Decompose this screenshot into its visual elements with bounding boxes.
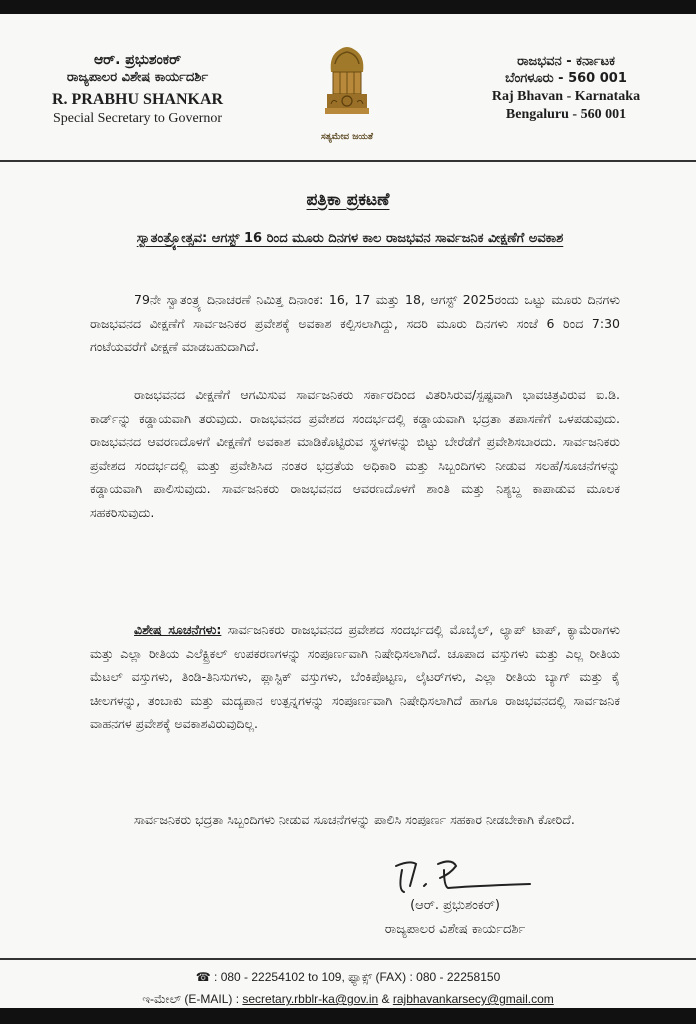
paragraph-dates: 79ನೇ ಸ್ವಾತಂತ್ರ್ಯ ದಿನಾಚರಣೆ ನಿಮಿತ್ತ ದಿನಾಂಕ: 16, 17 ಮತ್ತು 18, ಆಗಸ್ಟ್ 2025ರಂದು ಒಟ್ಟು ಮೂರು ದಿನಗಳು ರಾಜಭವನದ ವೀಕ್ಷಣೆಗೆ ಸಾರ್ವಜನಿಕರ ಪ್ರವೇಶಕ್ಕೆ ಅವಕಾಶ ಕಲ್ಪಿಸಲಾಗಿದ್ದು, ಸದರಿ ಮೂರು ದಿನಗಳು ಸಂಜೆ 6 ರಿಂದ 7:30 ಗಂಟೆಯವರೆಗೆ ವೀಕ್ಷಣೆ ಮಾಡಬಹುದಾಗಿದೆ. (90, 292, 620, 354)
address-english-line2: Bengaluru - 560 001 (505, 106, 627, 122)
address-block (476, 54, 656, 124)
sender-english-name: R. PRABHU SHANKAR (51, 90, 224, 108)
signatory-designation: ರಾಜ್ಯಪಾಲರ ವಿಶೇಷ ಕಾರ್ಯದರ್ಶಿ (384, 922, 526, 937)
email-line (0, 988, 696, 1010)
lion-capital-emblem-icon (321, 42, 373, 134)
address-kannada-line1: ರಾಜಭವನ - ಕರ್ನಾಟಕ (517, 54, 615, 69)
document-subtitle-text: ಸ್ವಾತಂತ್ರ್ಯೋತ್ಸವ: ಆಗಸ್ಟ್ 16 ರಿಂದ ಮೂರು ದಿನಗಳ ಕಾಲ ರಾಜಭವನ ಸಾರ್ವಜನಿಕ ವೀಕ್ಷಣೆಗೆ ಅವಕಾಶ (136, 231, 564, 246)
phone-fax-text: : 080 - 22254102 to 109, ಫ್ಯಾಕ್ಸ್ (FAX) : 080 - 22258150 (214, 970, 501, 984)
paragraph-special-instructions (90, 618, 620, 736)
email-label: ಇ-ಮೇಲ್ (E-MAIL) : (142, 992, 240, 1006)
sender-block (30, 52, 245, 127)
document-title (0, 190, 696, 210)
phone-line (0, 966, 696, 988)
sender-english-designation: Special Secretary to Governor (52, 110, 223, 126)
footer-divider (0, 958, 696, 960)
signatory-name: (ಆರ್. ಪ್ರಭುಶಂಕರ್) (410, 898, 500, 913)
paragraph-rules: ರಾಜಭವನದ ವೀಕ್ಷಣೆಗೆ ಆಗಮಿಸುವ ಸಾರ್ವಜನಿಕರು ಸರ್ಕಾರದಿಂದ ವಿತರಿಸಿರುವ/ಸ್ಪಷ್ಟವಾಗಿ ಭಾವಚಿತ್ರವಿರುವ ಐ.ಡಿ. ಕಾರ್ಡ್‌ನ್ನು ಕಡ್ಡಾಯವಾಗಿ ತರುವುದು. ರಾಜಭವನದ ಪ್ರವೇಶದ ಸಂದರ್ಭದಲ್ಲಿ ಕಡ್ಡಾಯವಾಗಿ ಭದ್ರತಾ ತಪಾಸಣೆಗೆ ಒಳಪಡುವುದು. ರಾಜಭವನದ ಆವರಣದೊಳಗೆ ವೀಕ್ಷಣೆಗೆ ಅವಕಾಶ ಮಾಡಿಕೊಟ್ಟಿರುವ ಸ್ಥಳಗಳನ್ನು ಬಿಟ್ಟು ಬೇರೆಡೆಗೆ ಪ್ರವೇಶಿಸಬಾರದು. ಸಾರ್ವಜನಿಕರು ಪ್ರವೇಶದ ಸಂದರ್ಭದಲ್ಲಿ ಮತ್ತು ಪ್ರವೇಶಿಸಿದ ನಂತರ ಭದ್ರತೆಯ ಅಧಿಕಾರಿ ಮತ್ತು ಸಿಬ್ಬಂದಿಗಳು ನೀಡುವ ಸಲಹೆ/ಸೂಚನೆಗಳನ್ನು ಕಡ್ಡಾಯವಾಗಿ ಪಾಲಿಸುವುದು. ಸಾರ್ವಜನಿಕರು ರಾಜಭವನದ ಆವರಣದೊಳಗೆ ಶಾಂತಿ ಮತ್ತು ನಿಶ್ಯಬ್ದ ಕಾಪಾಡುವ ಮೂಲಕ ಸಹಕರಿಸುವುದು. (90, 387, 620, 520)
emblem-motto: ಸತ್ಯಮೇವ ಜಯತೆ (320, 132, 374, 142)
sender-kannada-name: ಆರ್. ಪ್ರಭುಶಂಕರ್ (93, 52, 182, 68)
letter-page (0, 14, 696, 1008)
email-link-rajbhavan[interactable]: rajbhavankarsecy@gmail.com (392, 992, 554, 1006)
phone-icon: ☎ (195, 970, 211, 984)
paragraph-cooperation: ಸಾರ್ವಜನಿಕರು ಭದ್ರತಾ ಸಿಬ್ಬಂದಿಗಳು ನೀಡುವ ಸೂಚನೆಗಳನ್ನು ಪಾಲಿಸಿ ಸಂಪೂರ್ಣ ಸಹಕಾರ ನೀಡಬೇಕಾಗಿ ಕೋರಿದೆ. (134, 812, 575, 827)
special-instructions-label: ವಿಶೇಷ ಸೂಚನೆಗಳು: (134, 622, 222, 637)
contact-footer (0, 966, 696, 1010)
email-separator: & (381, 992, 390, 1006)
state-emblem (312, 42, 382, 152)
email-link-secretary[interactable]: secretary.rbblr-ka@gov.in (242, 992, 379, 1006)
header-divider (0, 160, 696, 162)
address-english-line1: Raj Bhavan - Karnataka (491, 88, 641, 104)
sender-kannada-designation: ರಾಜ್ಯಪಾಲರ ವಿಶೇಷ ಕಾರ್ಯದರ್ಶಿ (66, 69, 209, 85)
document-subtitle (80, 226, 620, 252)
document-title-text: ಪತ್ರಿಕಾ ಪ್ರಕಟಣೆ (306, 190, 390, 210)
special-instructions-text: ಸಾರ್ವಜನಿಕರು ರಾಜಭವನದ ಪ್ರವೇಶದ ಸಂದರ್ಭದಲ್ಲಿ ಮೊಬೈಲ್, ಲ್ಯಾಪ್ ಟಾಪ್, ಕ್ಯಾಮೆರಾಗಳು ಮತ್ತು ಎಲ್ಲಾ ರೀತಿಯ ಎಲೆಕ್ಟ್ರಿಕಲ್ ಉಪಕರಣಗಳನ್ನು ಸಂಪೂರ್ಣವಾಗಿ ನಿಷೇಧಿಸಲಾಗಿದೆ. ಚೂಪಾದ ವಸ್ತುಗಳು ಮತ್ತು ಎಲ್ಲ ರೀತಿಯ ಮೆಟಲ್ ವಸ್ತುಗಳು, ತಿಂಡಿ-ತಿನಿಸುಗಳು, ಪ್ಲಾಸ್ಟಿಕ್ ವಸ್ತುಗಳು, ಬೆಂಕಿಪೊಟ್ಟಣ, ಲೈಟರ್‌ಗಳು, ಎಲ್ಲಾ ರೀತಿಯ ಬ್ಯಾಗ್ ಮತ್ತು ಕೈ ಚೀಲಗಳನ್ನು, ತಂಬಾಕು ಮತ್ತು ಮದ್ಯಪಾನ ಉತ್ಪನ್ನಗಳನ್ನು ಸಂಪೂರ್ಣವಾಗಿ ನಿಷೇಧಿಸಲಾಗಿದೆ ಹಾಗೂ ರಾಜಭವನದಲ್ಲಿ ಸಾರ್ವಜನಿಕ ವಾಹನಗಳ ಪ್ರವೇಶಕ್ಕೆ ಅವಕಾಶವಿರುವುದಿಲ್ಲ. (90, 622, 620, 731)
signatory-block (340, 894, 570, 942)
address-kannada-line2: ಬೆಂಗಳೂರು - 560 001 (505, 70, 627, 86)
